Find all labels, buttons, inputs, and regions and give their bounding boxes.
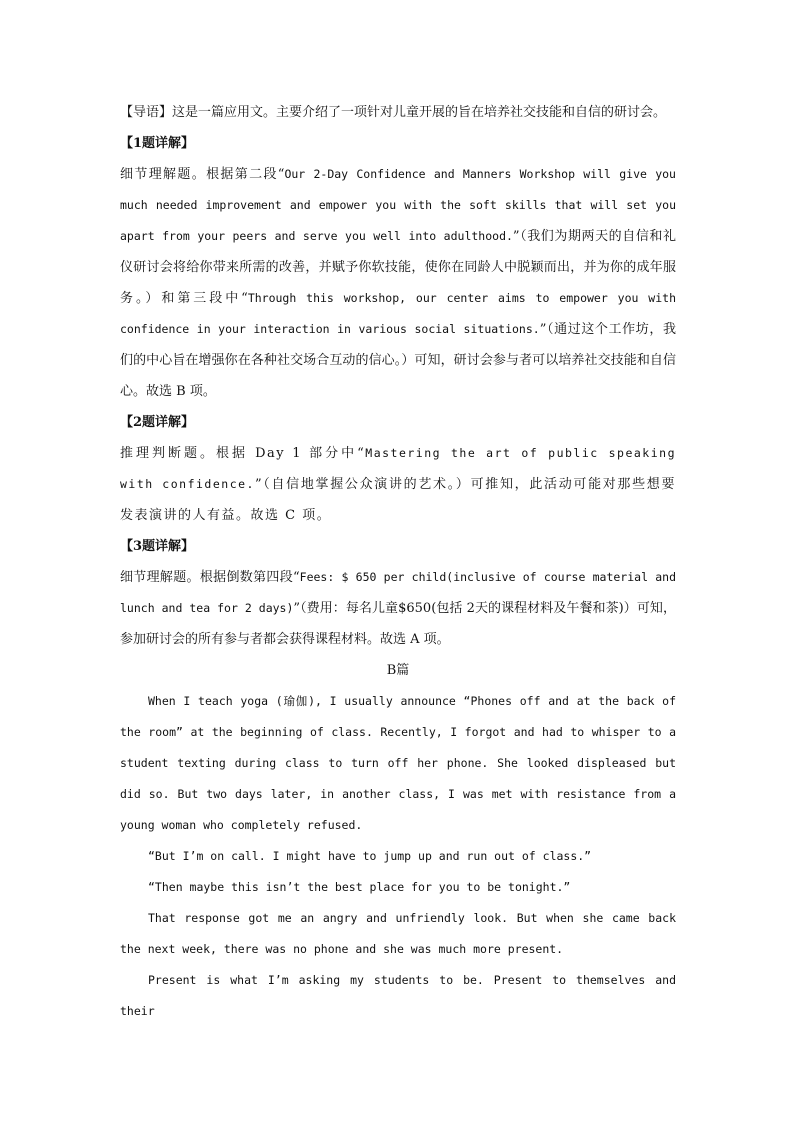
q1-text-1: 细节理解题。根据第二段“ <box>120 167 285 182</box>
intro-paragraph: 【导语】这是一篇应用文。主要介绍了一项针对儿童开展的旨在培养社交技能和自信的研讨会。 <box>120 105 667 120</box>
q1-quote-1: Our 2-Day Confidence and Manners Workshop will give you much needed improvement and empower you with the soft skills that will set you apart from your peers and serve you well into adulthood. <box>120 167 676 243</box>
q1-text-2: ”（我们为期两天的自信和礼仪研讨会将给你带来所需的改善，并赋予你软技能，使你在同龄人中脱颖而出，并为你的成年服务。）和第三段中“ <box>120 229 676 306</box>
q2-text-1: 推理判断题。根据 Day 1 部分中“ <box>120 446 366 461</box>
q3-text-1: 细节理解题。根据倒数第四段“ <box>120 570 300 585</box>
passage-b-title: B篇 <box>386 663 410 678</box>
passage-paragraph: Present is what I’m asking my students to be. Present to themselves and their <box>120 973 676 1018</box>
q1-heading: 【1题详解】 <box>120 136 195 151</box>
passage-paragraph: That response got me an angry and unfriendly look. But when she came back the next week, there was no phone and she was much more present. <box>120 911 676 956</box>
q1-explanation <box>120 159 676 407</box>
passage-paragraph: When I teach yoga (瑜伽), I usually announce “Phones off and at the back of the room” at the beginning of class. Recently, I forgot and had to whisper to a student texting during class to turn off her phone. She looked displeased but did so. But two days later, in another class, I was met with resistance from a young woman who completely refused. <box>120 694 676 832</box>
q2-explanation <box>120 438 676 531</box>
q3-text-2: ”（费用：每名儿童$650(包括 2天的课程材料及午餐和茶)）可知，参加研讨会的所有参与者都会获得课程材料。故选 A 项。 <box>120 601 676 647</box>
q3-quote: Fees: $ 650 per child(inclusive of course material and lunch and tea for 2 days) <box>120 570 676 615</box>
q1-quote-2: Through this workshop, our center aims to empower you with confidence in your interaction in various social situations. <box>120 291 676 336</box>
q1-text-3: ”（通过这个工作坊，我们的中心旨在增强你在各种社交场合互动的信心。）可知，研讨会参与者可以培养社交技能和自信心。故选 B 项。 <box>120 322 676 399</box>
q2-quote: Mastering the art of public speaking with confidence. <box>120 446 676 491</box>
q3-heading: 【3题详解】 <box>120 539 195 554</box>
q2-heading: 【2题详解】 <box>120 415 195 430</box>
passage-paragraph: “But I’m on call. I might have to jump up and run out of class.” <box>148 849 592 863</box>
q2-text-2: ”（自信地掌握公众演讲的艺术。）可推知，此活动可能对那些想要发表演讲的人有益。故选 C 项。 <box>120 477 676 523</box>
document-body <box>120 97 676 1027</box>
q3-explanation <box>120 562 676 655</box>
passage-paragraph: “Then maybe this isn’t the best place for you to be tonight.” <box>148 880 571 894</box>
